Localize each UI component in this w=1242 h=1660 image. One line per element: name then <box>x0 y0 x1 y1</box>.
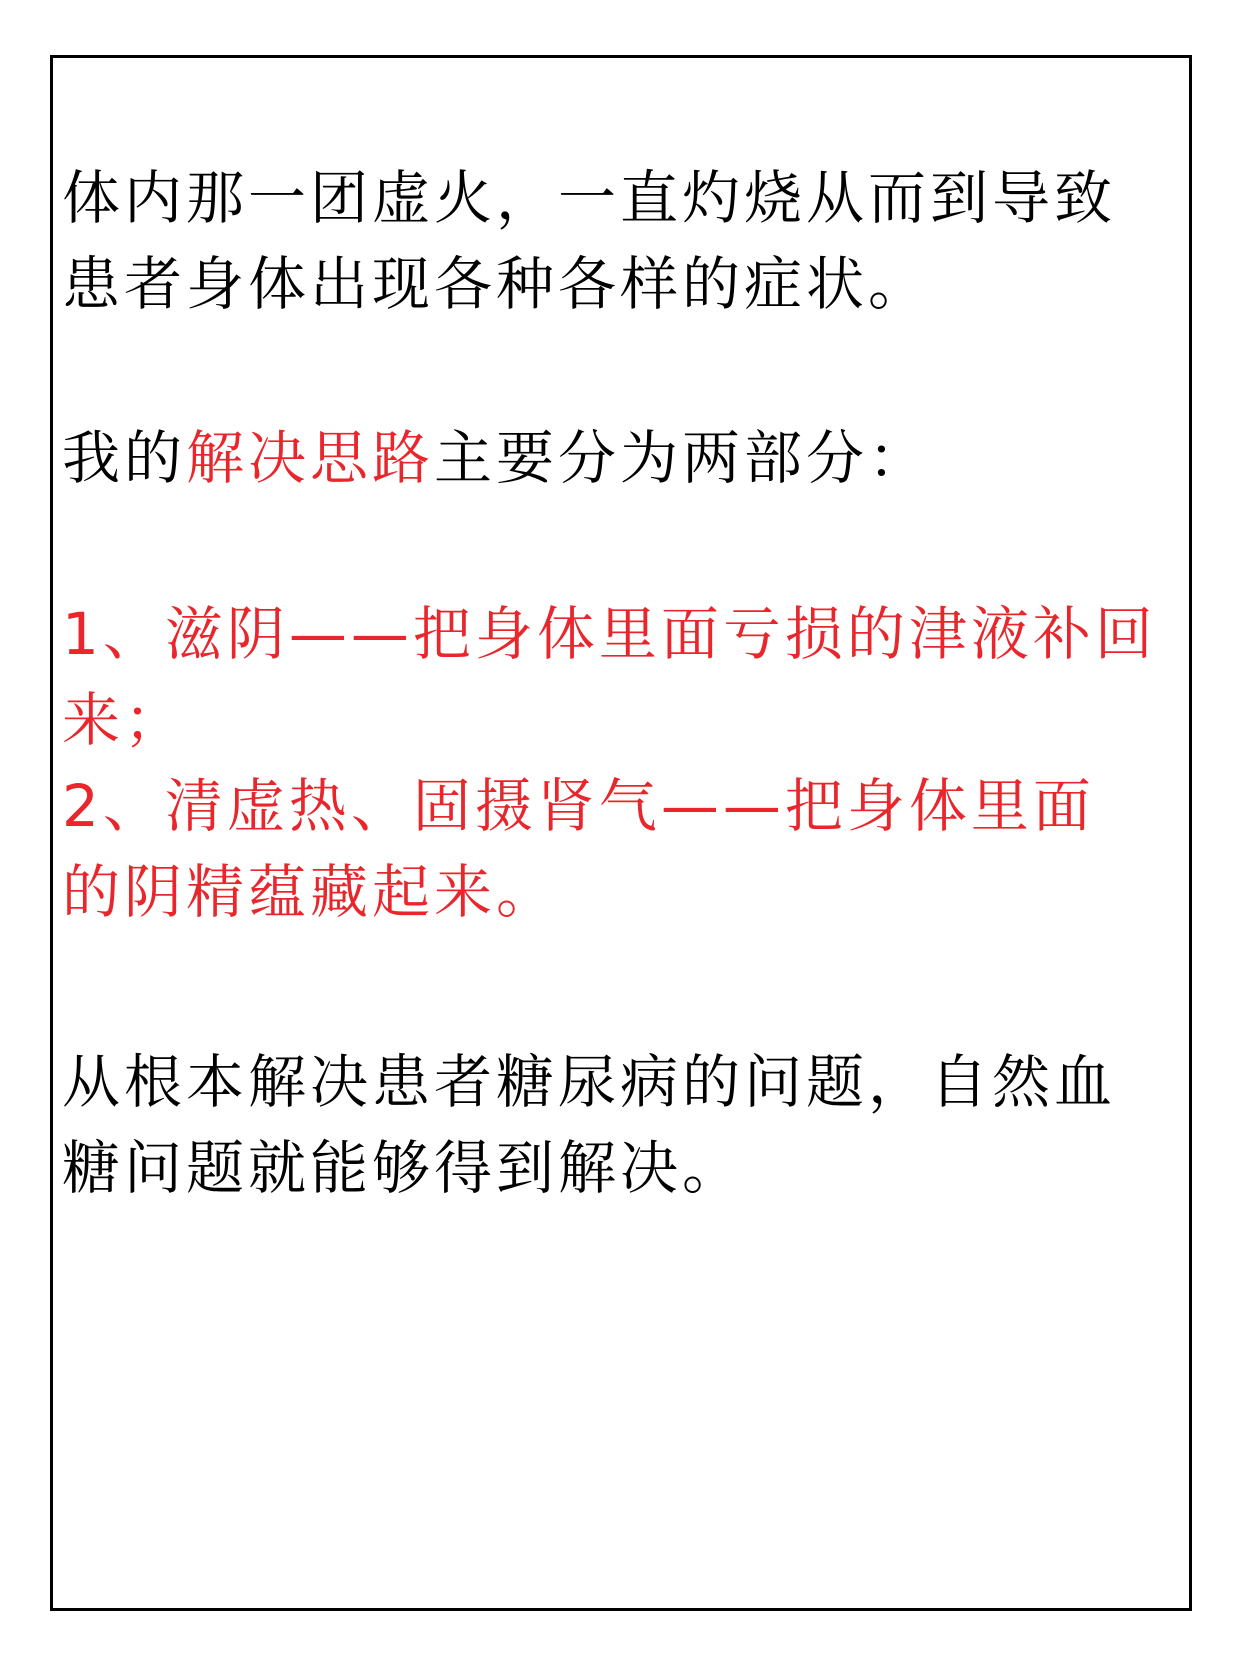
approach-list <box>62 591 1182 935</box>
list-item-1-line-2: 来； <box>62 686 187 754</box>
approach-prefix: 我的 <box>62 424 187 492</box>
list-item-2-line-2: 的阴精蕴藏起来。 <box>62 858 559 926</box>
conclusion-paragraph <box>62 1039 1182 1211</box>
list-item-2-line-1: 2、清虚热、固摄肾气——把身体里面 <box>62 772 1095 840</box>
conclusion-line-2: 糖问题就能够得到解决。 <box>62 1134 745 1202</box>
intro-paragraph <box>62 155 1182 327</box>
intro-line-2: 患者身体出现各种各样的症状。 <box>62 250 931 318</box>
list-item-1 <box>62 591 1182 763</box>
approach-highlight: 解决思路 <box>186 424 435 492</box>
conclusion-line-1: 从根本解决患者糖尿病的问题，自然血 <box>62 1048 1117 1116</box>
list-item-2 <box>62 763 1182 935</box>
intro-line-1: 体内那一团虚火，一直灼烧从而到导致 <box>62 164 1117 232</box>
list-item-1-line-1: 1、滋阴——把身体里面亏损的津液补回 <box>62 600 1157 668</box>
approach-paragraph <box>62 415 1182 501</box>
approach-suffix: 主要分为两部分： <box>434 424 931 492</box>
document-body <box>62 155 1182 1211</box>
